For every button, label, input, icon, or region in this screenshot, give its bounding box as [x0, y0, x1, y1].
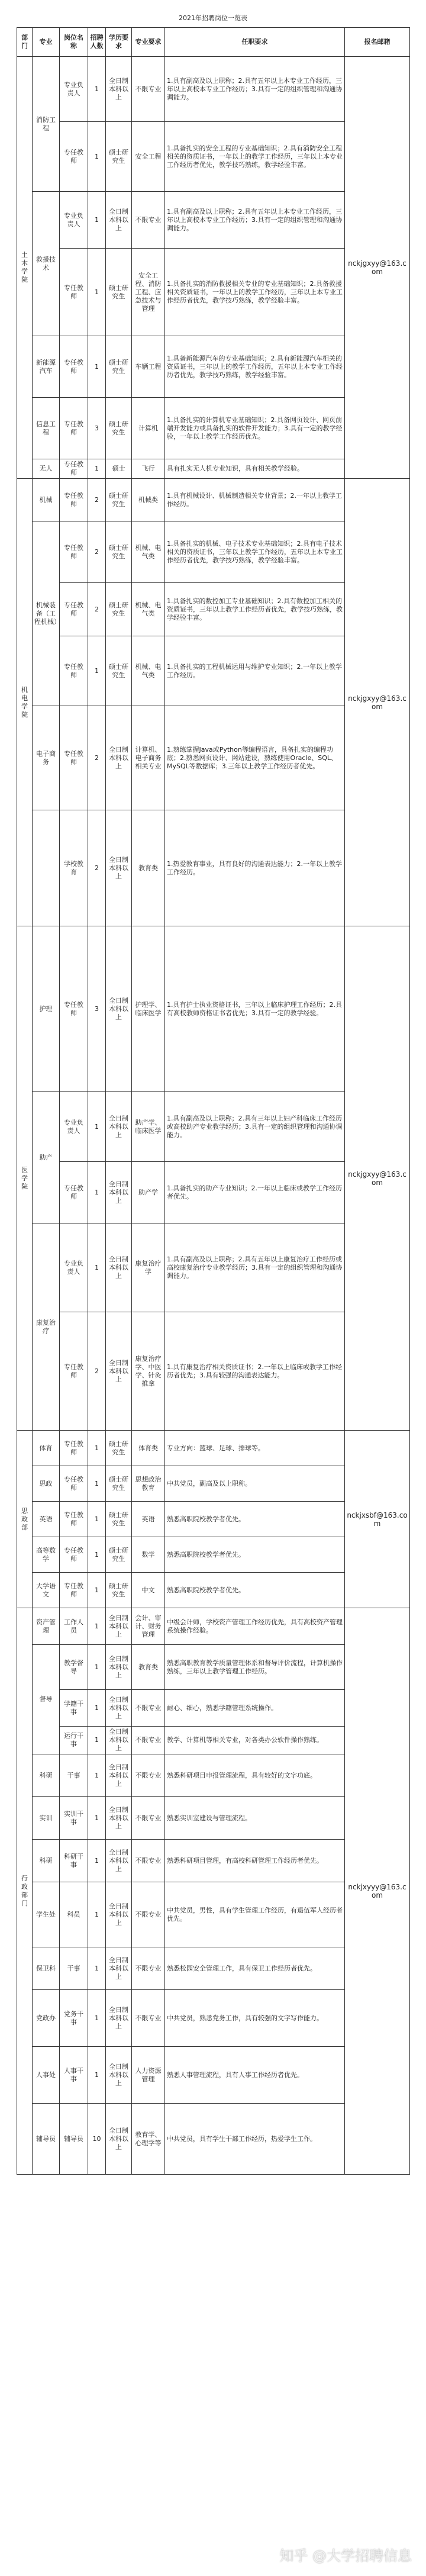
education-cell: 全日制本科以上 — [106, 1312, 132, 1431]
requirements-cell: 熟悉校园安全管理工作，具有保卫工作经历者优先。 — [165, 1947, 345, 1990]
education-cell: 硕士研究生 — [106, 636, 132, 706]
header-position: 岗位名称 — [60, 28, 88, 57]
specialty-cell: 不限专业 — [132, 1727, 165, 1754]
education-cell: 硕士研究生 — [106, 249, 132, 336]
table-header-row — [17, 28, 410, 57]
count-cell: 1 — [88, 1990, 106, 2047]
count-cell: 1 — [88, 192, 106, 249]
major-cell: 大学语文 — [33, 1573, 60, 1608]
specialty-cell: 机械类 — [132, 479, 165, 521]
specialty-cell: 英语 — [132, 1502, 165, 1537]
specialty-cell: 计算机 — [132, 398, 165, 459]
education-cell: 全日制本科以上 — [106, 1947, 132, 1990]
major-cell: 消防工程 — [33, 57, 60, 192]
education-cell: 全日制本科以上 — [106, 1754, 132, 1797]
table-row — [17, 1608, 410, 1645]
requirements-cell: 中共党员，熟悉党务工作，具有较强的文字写作能力。 — [165, 1990, 345, 2047]
count-cell: 2 — [88, 1312, 106, 1431]
education-cell: 硕士研究生 — [106, 1502, 132, 1537]
education-cell: 硕士研究生 — [106, 398, 132, 459]
count-cell: 1 — [88, 1754, 106, 1797]
count-cell: 1 — [88, 336, 106, 398]
count-cell: 1 — [88, 1645, 106, 1690]
education-cell: 全日制本科以上 — [106, 2047, 132, 2104]
specialty-cell: 不限专业 — [132, 1947, 165, 1990]
position-cell: 专任教师 — [60, 1162, 88, 1223]
position-cell: 专任教师 — [60, 521, 88, 583]
position-cell: 党务干事 — [60, 1990, 88, 2047]
requirements-cell: 1.具有康复治疗相关资质证书；2.一年以上临床或教学工作经历者优先；3.具有较强的沟通表达能力。 — [165, 1312, 345, 1431]
specialty-cell: 不限专业 — [132, 1990, 165, 2047]
count-cell: 1 — [88, 1502, 106, 1537]
education-cell: 硕士研究生 — [106, 336, 132, 398]
count-cell: 1 — [88, 1466, 106, 1502]
count-cell: 1 — [88, 122, 106, 192]
count-cell: 1 — [88, 1727, 106, 1754]
dept-cell: 医学院 — [17, 926, 33, 1431]
education-cell: 全日制本科以上 — [106, 1797, 132, 1840]
position-cell: 工作人员 — [60, 1608, 88, 1645]
requirements-cell: 熟悉实训室建设与管理流程。 — [165, 1797, 345, 1840]
specialty-cell: 不限专业 — [132, 1797, 165, 1840]
position-cell: 专任教师 — [60, 398, 88, 459]
specialty-cell: 人力资源管理 — [132, 2047, 165, 2104]
table-row — [17, 1431, 410, 1466]
specialty-cell: 不限专业 — [132, 57, 165, 122]
position-cell: 教学督导 — [60, 1645, 88, 1690]
requirements-cell: 1.熟练掌握Java或Python等编程语言，具备扎实的编程功底；2.熟悉网页设计、网站建设，熟练使用Oracle、SQL、MySQL等数据库；3.三年以上教学工作经历者优先。 — [165, 706, 345, 810]
specialty-cell: 不限专业 — [132, 1882, 165, 1947]
count-cell: 1 — [88, 459, 106, 479]
position-cell: 专任教师 — [60, 636, 88, 706]
position-cell: 运行干事 — [60, 1727, 88, 1754]
count-cell: 2 — [88, 706, 106, 810]
education-cell: 全日制本科以上 — [106, 1690, 132, 1727]
dept-cell: 土木学院 — [17, 57, 33, 479]
position-cell: 人事干事 — [60, 2047, 88, 2104]
email-cell[interactable]: nckjgxyy@163.com — [345, 57, 410, 479]
count-cell: 1 — [88, 1431, 106, 1466]
specialty-cell: 教育学、心理学等 — [132, 2104, 165, 2175]
count-cell: 2 — [88, 521, 106, 583]
education-cell: 硕士研究生 — [106, 521, 132, 583]
requirements-cell: 1.具有副高及以上职称；2.具有三年以上妇产科临床工作经历或高校助产专业教学经历；3.具有一定的组织管理和沟通协调能力。 — [165, 1092, 345, 1162]
education-cell: 全日制本科以上 — [106, 192, 132, 249]
requirements-cell: 1.具有副高及以上职称；2.具有五年以上本专业工作经历，三年以上高校本专业工作经历；3.具有一定的组织管理和沟通协调能力。 — [165, 57, 345, 122]
requirements-cell: 1.具备新能源汽车的专业基础知识；2.具有新能源汽车相关的资质证书，三年以上的教学工作经历，五年以上本专业工作经历者优先，教学技巧熟练，教学经验丰富。 — [165, 336, 345, 398]
specialty-cell: 教育类 — [132, 1645, 165, 1690]
requirements-cell: 中共党员，男性，具有学生管理工作经历，有退伍军人经历者优先。 — [165, 1882, 345, 1947]
major-cell: 资产管理 — [33, 1608, 60, 1645]
education-cell: 硕士研究生 — [106, 1431, 132, 1466]
requirements-cell: 1.具备扎实的计算机专业基础知识；2.具备网页设计、网页前端开发能力或具备扎实的软件开发能力；3.具有一定的教学经验，一年以上教学工作经历优先。 — [165, 398, 345, 459]
requirements-cell: 熟悉科研项目申报管理流程，具有较好的文字功底。 — [165, 1754, 345, 1797]
major-cell: 电子商务 — [33, 706, 60, 810]
count-cell: 1 — [88, 57, 106, 122]
email-cell[interactable]: nckjxyyy@163.com — [345, 1608, 410, 2175]
education-cell: 全日制本科以上 — [106, 1608, 132, 1645]
requirements-cell: 具有扎实无人机专业知识，具有相关教学经验。 — [165, 459, 345, 479]
education-cell: 硕士研究生 — [106, 479, 132, 521]
major-cell: 科研 — [33, 1840, 60, 1882]
education-cell: 硕士研究生 — [106, 583, 132, 636]
specialty-cell: 飞行 — [132, 459, 165, 479]
major-cell: 体育 — [33, 1431, 60, 1466]
header-dept: 部门 — [17, 28, 33, 57]
watermark: 知乎 @大学招聘信息 — [279, 2548, 412, 2564]
count-cell: 2 — [88, 479, 106, 521]
specialty-cell: 机械、电气类 — [132, 583, 165, 636]
major-cell: 机械 — [33, 479, 60, 521]
requirements-cell: 专业方向：篮球、足球、排球等。 — [165, 1431, 345, 1466]
specialty-cell: 不限专业 — [132, 192, 165, 249]
specialty-cell: 不限专业 — [132, 1690, 165, 1727]
count-cell: 1 — [88, 1840, 106, 1882]
count-cell: 1 — [88, 1797, 106, 1840]
major-cell: 康复治疗 — [33, 1223, 60, 1431]
major-cell: 实训 — [33, 1797, 60, 1840]
requirements-cell: 1.具有护士执业资格证书，三年以上临床护理工作经历；2.具有高校教师资格证书者优先；3.具有一定的教学经验。 — [165, 926, 345, 1092]
requirements-cell: 1.具备扎实的助产专业知识；2.一年以上临床或教学工作经历者优先。 — [165, 1162, 345, 1223]
education-cell: 全日制本科以上 — [106, 810, 132, 926]
education-cell: 全日制本科以上 — [106, 1162, 132, 1223]
position-cell: 专业负责人 — [60, 1223, 88, 1312]
education-cell: 全日制本科以上 — [106, 1990, 132, 2047]
requirements-cell: 熟悉人事管理流程，具有人事工作经历者优先。 — [165, 2047, 345, 2104]
table-row — [17, 57, 410, 122]
major-cell: 督导 — [33, 1645, 60, 1754]
specialty-cell: 数学 — [132, 1537, 165, 1573]
count-cell: 1 — [88, 1223, 106, 1312]
specialty-cell: 车辆工程 — [132, 336, 165, 398]
position-cell: 专任教师 — [60, 583, 88, 636]
dept-cell: 思政部 — [17, 1431, 33, 1608]
page-title: 2021年招聘岗位一览表 — [179, 14, 247, 22]
email-cell[interactable]: nckjgxyy@163.com — [345, 926, 410, 1431]
count-cell: 1 — [88, 1092, 106, 1162]
major-cell: 新能源汽车 — [33, 336, 60, 398]
position-cell: 专任教师 — [60, 1431, 88, 1466]
major-cell: 学生处 — [33, 1882, 60, 1947]
position-cell: 干事 — [60, 1947, 88, 1990]
header-specialty: 专业要求 — [132, 28, 165, 57]
education-cell: 硕士 — [106, 459, 132, 479]
major-cell: 科研 — [33, 1754, 60, 1797]
requirements-cell: 中共党员，具有学生干部工作经历，热爱学生工作。 — [165, 2104, 345, 2175]
education-cell: 全日制本科以上 — [106, 1092, 132, 1162]
header-education: 学历要求 — [106, 28, 132, 57]
count-cell: 1 — [88, 1690, 106, 1727]
education-cell: 全日制本科以上 — [106, 1840, 132, 1882]
position-cell: 专任教师 — [60, 926, 88, 1092]
specialty-cell: 助产学 — [132, 1162, 165, 1223]
requirements-cell: 1.具有副高及以上职称；2.具有五年以上本专业工作经历，三年以上高校本专业工作经历；3.具有一定的组织管理和沟通协调能力。 — [165, 192, 345, 249]
position-cell: 专业负责人 — [60, 1092, 88, 1162]
requirements-cell: 熟悉科研项目管理，有高校科研管理工作经历者优先。 — [165, 1840, 345, 1882]
table-row — [17, 926, 410, 1092]
count-cell: 2 — [88, 810, 106, 926]
position-cell: 科研干事 — [60, 1840, 88, 1882]
major-cell: 思政 — [33, 1466, 60, 1502]
specialty-cell: 思想政治教育 — [132, 1466, 165, 1502]
specialty-cell: 中文 — [132, 1573, 165, 1608]
table-row — [17, 479, 410, 521]
position-cell: 专任教师 — [60, 1466, 88, 1502]
requirements-cell: 1.具有机械设计、机械制造相关专业背景；2.一年以上教学工作经历。 — [165, 479, 345, 521]
position-cell: 专任教师 — [60, 1502, 88, 1537]
major-cell: 党政办 — [33, 1990, 60, 2047]
education-cell: 全日制本科以上 — [106, 1645, 132, 1690]
position-cell: 专任教师 — [60, 479, 88, 521]
specialty-cell: 体育类 — [132, 1431, 165, 1466]
requirements-cell: 耐心、细心，熟悉学籍管理系统操作。 — [165, 1690, 345, 1727]
count-cell: 3 — [88, 398, 106, 459]
education-cell: 全日制本科以上 — [106, 1727, 132, 1754]
major-cell: 机械装备（工程机械） — [33, 521, 60, 706]
dept-cell: 机电学院 — [17, 479, 33, 926]
job-table — [17, 27, 410, 2175]
position-cell: 专任教师 — [60, 1537, 88, 1573]
position-cell: 专任教师 — [60, 706, 88, 810]
specialty-cell: 教育类 — [132, 810, 165, 926]
specialty-cell: 康复治疗学 — [132, 1223, 165, 1312]
position-cell: 实训干事 — [60, 1797, 88, 1840]
major-cell: 助产 — [33, 1092, 60, 1223]
requirements-cell: 中级会计师，学校资产管理工作经历优先，具有高校资产管理系统操作经验。 — [165, 1608, 345, 1645]
specialty-cell: 康复治疗学、中医学、针灸推拿 — [132, 1312, 165, 1431]
requirements-cell: 中共党员，副高及以上职称。 — [165, 1466, 345, 1502]
requirements-cell: 1.具备扎实的工程机械运用与维护专业知识；2.一年以上教学工作经历。 — [165, 636, 345, 706]
position-cell: 学籍干事 — [60, 1690, 88, 1727]
count-cell: 10 — [88, 2104, 106, 2175]
major-cell: 信息工程 — [33, 398, 60, 459]
position-cell: 专任教师 — [60, 1573, 88, 1608]
education-cell: 全日制本科以上 — [106, 1223, 132, 1312]
position-cell: 辅导员 — [60, 2104, 88, 2175]
count-cell: 1 — [88, 1573, 106, 1608]
position-cell: 专业负责人 — [60, 57, 88, 122]
count-cell: 1 — [88, 636, 106, 706]
position-cell: 科员 — [60, 1882, 88, 1947]
education-cell: 硕士研究生 — [106, 1537, 132, 1573]
education-cell: 全日制本科以上 — [106, 1882, 132, 1947]
count-cell: 1 — [88, 1537, 106, 1573]
requirements-cell: 1.具备扎实的安全工程的专业基础知识；2.具有消防安全工程相关的资质证书，一年以上的教学工作经历，三年以上本专业工作经历者优先，教学技巧熟练，教学经验丰富。 — [165, 122, 345, 192]
requirements-cell: 1.具备扎实的数控加工专业基础知识；2.具有数控加工相关的资质证书，三年以上教学工作经历者优先，教学技巧熟练，教学经验丰富。 — [165, 583, 345, 636]
major-cell: 护理 — [33, 926, 60, 1092]
requirements-cell: 1.具备扎实的机械、电子技术专业基础知识；2.具有电子技术相关的资质证书，三年以上教学工作经历，五年以上本专业工作经历者优先，教学技巧熟练，教学经验丰富。 — [165, 521, 345, 583]
position-cell: 专任教师 — [60, 122, 88, 192]
requirements-cell: 1.具有副高及以上职称；2.具有五年以上康复治疗工作经历或高校康复治疗专业教学经历；3.具有一定的组织管理和沟通协调能力。 — [165, 1223, 345, 1312]
major-cell — [33, 810, 60, 926]
position-cell: 干事 — [60, 1754, 88, 1797]
specialty-cell: 不限专业 — [132, 1754, 165, 1797]
count-cell: 1 — [88, 249, 106, 336]
requirements-cell: 熟悉高职教育教学质量管理体系和督导评价流程，计算机操作熟练，三年以上教学管理工作经历。 — [165, 1645, 345, 1690]
email-cell[interactable]: nckjxsbf@163.com — [345, 1431, 410, 1608]
specialty-cell: 护理学、临床医学 — [132, 926, 165, 1092]
specialty-cell: 安全工程 — [132, 122, 165, 192]
requirements-cell: 熟悉高职院校教学者优先。 — [165, 1537, 345, 1573]
count-cell: 3 — [88, 926, 106, 1092]
major-cell: 保卫科 — [33, 1947, 60, 1990]
header-count: 招聘人数 — [88, 28, 106, 57]
education-cell: 全日制本科以上 — [106, 706, 132, 810]
major-cell: 辅导员 — [33, 2104, 60, 2175]
position-cell: 专任教师 — [60, 336, 88, 398]
count-cell: 1 — [88, 2047, 106, 2104]
major-cell: 无人 — [33, 459, 60, 479]
education-cell: 硕士研究生 — [106, 1573, 132, 1608]
header-requirements: 任职要求 — [165, 28, 345, 57]
count-cell: 1 — [88, 1162, 106, 1223]
position-cell: 专业负责人 — [60, 192, 88, 249]
count-cell: 1 — [88, 1882, 106, 1947]
specialty-cell: 会计、审计、财务管理 — [132, 1608, 165, 1645]
header-email: 报名邮箱 — [345, 28, 410, 57]
header-major: 专业 — [33, 28, 60, 57]
education-cell: 全日制本科以上 — [106, 57, 132, 122]
position-cell: 专任教师 — [60, 459, 88, 479]
major-cell: 人事处 — [33, 2047, 60, 2104]
major-cell: 英语 — [33, 1502, 60, 1537]
email-cell[interactable]: nckjgxyy@163.com — [345, 479, 410, 926]
dept-cell: 行政部门 — [17, 1608, 33, 2175]
requirements-cell: 1.热爱教育事业，具有良好的沟通表达能力；2.一年以上教学工作经历。 — [165, 810, 345, 926]
education-cell: 硕士研究生 — [106, 122, 132, 192]
count-cell: 1 — [88, 1608, 106, 1645]
specialty-cell: 机械、电气类 — [132, 521, 165, 583]
education-cell: 硕士研究生 — [106, 1466, 132, 1502]
specialty-cell: 计算机、电子商务相关专业 — [132, 706, 165, 810]
position-cell: 学校教育 — [60, 810, 88, 926]
count-cell: 1 — [88, 1947, 106, 1990]
specialty-cell: 机械、电气类 — [132, 636, 165, 706]
requirements-cell: 教学、计算机等相关专业，对各类办公软件操作熟练。 — [165, 1727, 345, 1754]
requirements-cell: 熟悉高职院校教学者优先。 — [165, 1502, 345, 1537]
position-cell: 专任教师 — [60, 249, 88, 336]
requirements-cell: 熟悉高职院校教学者优先。 — [165, 1573, 345, 1608]
education-cell: 全日制本科以上 — [106, 2104, 132, 2175]
specialty-cell: 助产学、临床医学 — [132, 1092, 165, 1162]
specialty-cell: 不限专业 — [132, 1840, 165, 1882]
major-cell: 高等数学 — [33, 1537, 60, 1573]
major-cell: 救援技术 — [33, 192, 60, 336]
specialty-cell: 安全工程、消防工程、应急技术与管理 — [132, 249, 165, 336]
requirements-cell: 1.具备扎实的消防救援相关专业的专业基础知识；2.具备救援相关资质证书，一年以上的教学工作经历，三年以上本专业工作经历者优先，教学技巧熟练，教学经验丰富。 — [165, 249, 345, 336]
count-cell: 2 — [88, 583, 106, 636]
position-cell: 专任教师 — [60, 1312, 88, 1431]
education-cell: 全日制本科以上 — [106, 926, 132, 1092]
